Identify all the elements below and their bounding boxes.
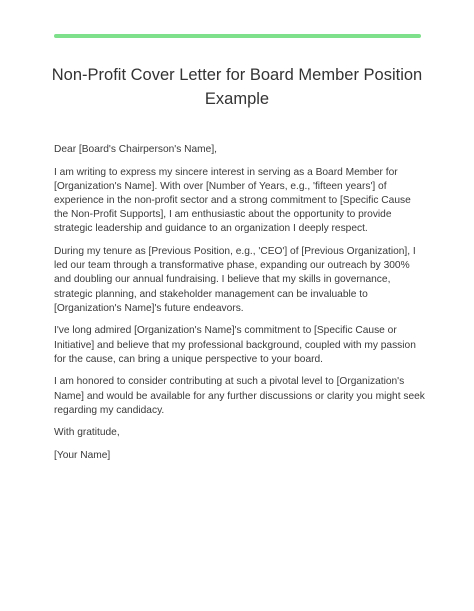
body-paragraph-2: During my tenure as [Previous Position, e.g., 'CEO'] of [Previous Organization], I led our team through a transformative phase, expanding our outreach by 300% and doubling our annual fundraising. I believe that my skills in governance, strategic planning, and stakeholder management can be invaluable to [Organization's Name]'s future endeavors. xyxy=(54,246,416,314)
body-paragraph-3: I've long admired [Organization's Name]'s commitment to [Specific Cause or Initiative] and believe that my professional background, coupled with my passion for the cause, can bring a unique perspective to your board. xyxy=(54,325,416,365)
document-title: Non-Profit Cover Letter for Board Member Position Example xyxy=(51,66,423,108)
body-paragraph-1: I am writing to express my sincere interest in serving as a Board Member for [Organization's Name]. With over [Number of Years, e.g., 'fifteen years'] of experience in the non-profit sector and a strong commitment to [Specific Cause the Non-Profit Supports], I am enthusiastic about the opportunity to provide strategic leadership and guidance to an organization I deeply respect. xyxy=(54,166,411,235)
accent-divider xyxy=(54,34,421,38)
signature: [Your Name] xyxy=(54,450,111,461)
closing: With gratitude, xyxy=(54,427,120,439)
letter-body xyxy=(54,143,426,472)
body-paragraph-4: I am honored to consider contributing at such a pivotal level to [Organization's Name] and would be available for any further discussions or clarity you might seek regarding my candidacy. xyxy=(54,376,425,416)
salutation: Dear [Board's Chairperson's Name], xyxy=(54,144,217,155)
